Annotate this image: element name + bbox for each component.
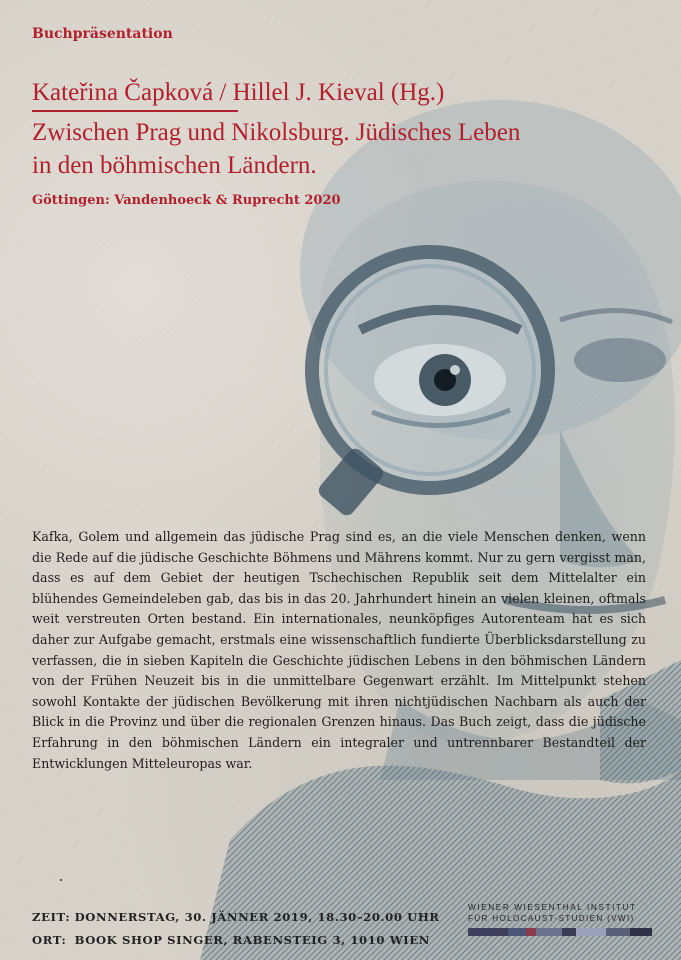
book-description: Kafka, Golem und allgemein das jüdische Prag sind es, an die viele Menschen denken, wenn die Rede auf die jüdische Geschichte Böhmens und Mährens kommt. Nur zu gern vergisst man, dass es auf dem Gebiet der heutigen Tschechischen Republik seit dem Mittelalter ein blühendes Gemeindeleben gab, das bis in das 20. Jahrhundert hinein an vielen kleinen, oftmals weit verstreuten Orten bestand. Ein internationales, neunköpfiges Autorenteam hat es sich daher zur Aufgabe gemacht, erstmals eine wissenschaftlich fundierte Überblicksdarstellung zu verfassen, die in sieben Kapiteln die Geschichte jüdischen Lebens in den böhmischen Ländern von der Frühen Neuzeit bis in die unmittelbare Gegenwart erzählt. Im Mittelpunkt stehen sowohl Kontakte der jüdischen Bevölkerung mit ihren nichtjüdischen Nachbarn als auch der Blick in die Provinz und über die regionalen Grenzen hinaus. Das Buch zeigt, dass die jüdische Erfahrung in den böhmischen Ländern ein integraler und untrennbarer Bestandteil der Entwicklungen Mitteleuropas war. xyxy=(32,529,646,771)
vwi-logo xyxy=(468,902,654,936)
event-time-value: DONNERSTAG, 30. JÄNNER 2019, 18.30–20.00 UHR xyxy=(74,910,440,924)
event-location xyxy=(32,933,430,947)
logo-color-bar xyxy=(468,928,652,936)
logo-bar-segment xyxy=(576,928,606,936)
logo-line-2: FÜR HOLOCAUST-STUDIEN (VWI) xyxy=(468,914,635,923)
logo-bar-segment xyxy=(606,928,630,936)
logo-bar-segment xyxy=(526,928,536,936)
book-title xyxy=(32,116,652,182)
book-title-line-2: in den böhmischen Ländern. xyxy=(32,152,317,179)
authors-underline xyxy=(32,110,238,112)
logo-bar-segment xyxy=(630,928,652,936)
event-time-label: ZEIT: xyxy=(32,910,71,924)
logo-bar-segment xyxy=(468,928,508,936)
publisher-info: Göttingen: Vandenhoeck & Ruprecht 2020 xyxy=(32,193,341,208)
logo-line-1: WIENER WIESENTHAL INSTITUT xyxy=(468,903,637,912)
kicker-label: Buchpräsentation xyxy=(32,26,173,42)
logo-bar-segment xyxy=(562,928,576,936)
stray-dot xyxy=(60,879,62,881)
event-location-label: ORT: xyxy=(32,933,67,947)
event-location-value: BOOK SHOP SINGER, RABENSTEIG 3, 1010 WIEN xyxy=(74,933,430,947)
logo-bar-segment xyxy=(508,928,526,936)
logo-bar-segment xyxy=(536,928,562,936)
book-authors: Kateřina Čapková / Hillel J. Kieval (Hg.) xyxy=(32,79,445,106)
event-time xyxy=(32,910,440,924)
book-title-line-1: Zwischen Prag und Nikolsburg. Jüdisches Leben xyxy=(32,119,521,146)
